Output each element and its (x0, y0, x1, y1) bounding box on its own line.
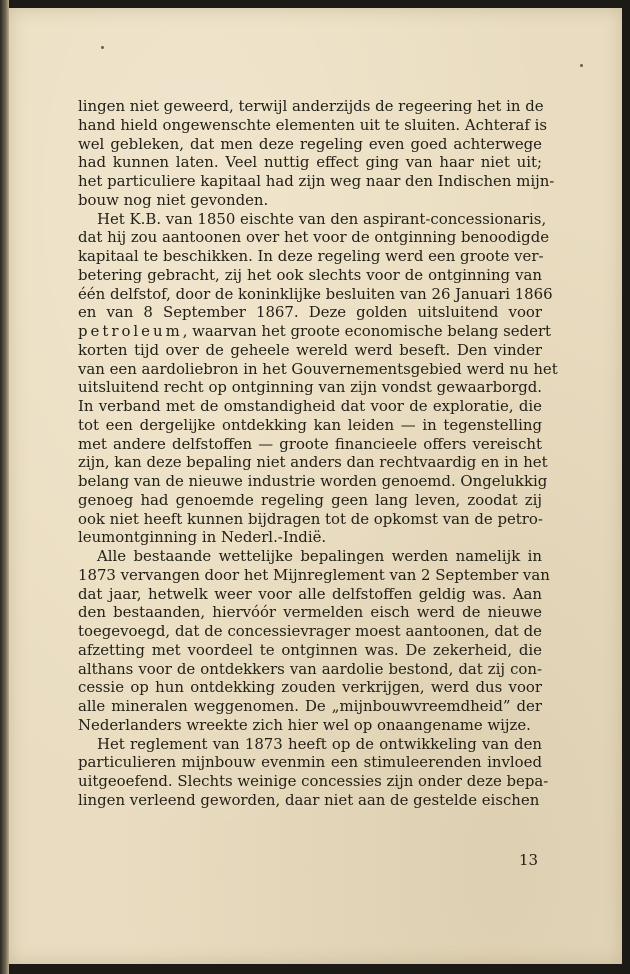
text-line: uitgeoefend. Slechts weinige concessies zijn onder deze bepa- (78, 772, 549, 790)
text-line: dat jaar, hetwelk weer voor alle delfstoffen geldig was. Aan (78, 584, 542, 603)
text-line: 1873 vervangen door het Mijnreglement van 2 September van (78, 565, 550, 584)
text-line: en van 8 September 1867. Deze golden uitsluitend voor (78, 303, 542, 322)
text-line: Alle bestaande wettelijke bepalingen werden namelijk in (97, 547, 542, 565)
body-text (78, 97, 558, 810)
text-line: wel gebleken, dat men deze regeling even goed achterwege (78, 134, 542, 153)
text-line: betering gebracht, zij het ook slechts voor de ontginning van (78, 265, 542, 284)
text-line: particulieren mijnbouw evenmin een stimuleerenden invloed (78, 753, 542, 772)
text-line: had kunnen laten. Veel nuttig effect ging van haar niet uit; (78, 153, 542, 172)
text-line: dat hij zou aantoonen over het voor de ontginning benoodigde (78, 228, 550, 247)
text-line: toegevoegd, dat de concessievrager moest aantoonen, dat de (78, 622, 542, 640)
paragraph (78, 209, 558, 548)
text-line: Het K.B. van 1850 eischte van den aspirant-concessionaris, (97, 209, 547, 228)
text-line: kapitaal te beschikken. In deze regeling werd een groote ver- (78, 247, 544, 265)
page-number: 13 (519, 851, 539, 869)
text-line: petroleum, waarvan het groote economische belang sedert (78, 322, 552, 340)
text-line: met andere delfstoffen — groote financieele offers vereischt (78, 434, 542, 453)
text-line: Nederlanders wreekte zich hier wel op onaangename wijze. (78, 715, 531, 734)
text-line: één delfstof, door de koninklijke besluiten van 26 Januari 1866 (78, 284, 553, 303)
text-line: leumontginning in Nederl.-Indië. (78, 528, 327, 547)
text-line: belang van de nieuwe industrie worden genoemd. Ongelukkig (78, 472, 548, 490)
paper-speck (101, 46, 104, 49)
paragraph (78, 97, 555, 210)
paper-speck (580, 64, 583, 67)
text-line: bouw nog niet gevonden. (78, 190, 269, 209)
text-line: cessie op hun ontdekking zouden verkrijgen, werd dus voor (78, 678, 542, 697)
text-line: van een aardoliebron in het Gouvernementsgebied werd nu het (78, 359, 558, 378)
text-line: althans voor de ontdekkers van aardolie bestond, dat zij con- (78, 659, 542, 678)
text-line: uitsluitend recht op ontginning van zijn vondst gewaarborgd. (78, 378, 542, 397)
text-line: tot een dergelijke ontdekking kan leiden — in tegenstelling (78, 415, 542, 434)
paragraph (78, 547, 550, 735)
paragraph (78, 734, 549, 810)
text-line: het particuliere kapitaal had zijn weg naar den Indischen mijn- (78, 172, 555, 190)
text-line: Het reglement van 1873 heeft op de ontwikkeling van den (97, 734, 542, 753)
text-line: den bestaanden, hiervóór vermelden eisch werd de nieuwe (78, 603, 542, 622)
text-line: genoeg had genoemde regeling geen lang leven, zoodat zij (78, 490, 542, 509)
text-line: alle mineralen weggenomen. De „mijnbouwvreemdheid” der (78, 697, 542, 715)
text-line: ook niet heeft kunnen bijdragen tot de opkomst van de petro- (78, 509, 543, 528)
text-line: zijn, kan deze bepaling niet anders dan rechtvaardig en in het (78, 453, 548, 472)
text-line: In verband met de omstandigheid dat voor de exploratie, die (78, 397, 542, 415)
book-spine-edge (0, 0, 9, 974)
text-line: lingen niet geweerd, terwijl anderzijds de regeering het in de (78, 97, 544, 115)
text-line: lingen verleend geworden, daar niet aan de gestelde eischen (78, 790, 540, 809)
emphasized-word: petroleum (78, 322, 183, 340)
text-line: hand hield ongewenschte elementen uit te sluiten. Achteraf is (78, 115, 548, 134)
text-line: afzetting met voordeel te ontginnen was. De zekerheid, die (78, 640, 542, 659)
text-line: korten tijd over de geheele wereld werd beseft. Den vinder (78, 340, 542, 359)
